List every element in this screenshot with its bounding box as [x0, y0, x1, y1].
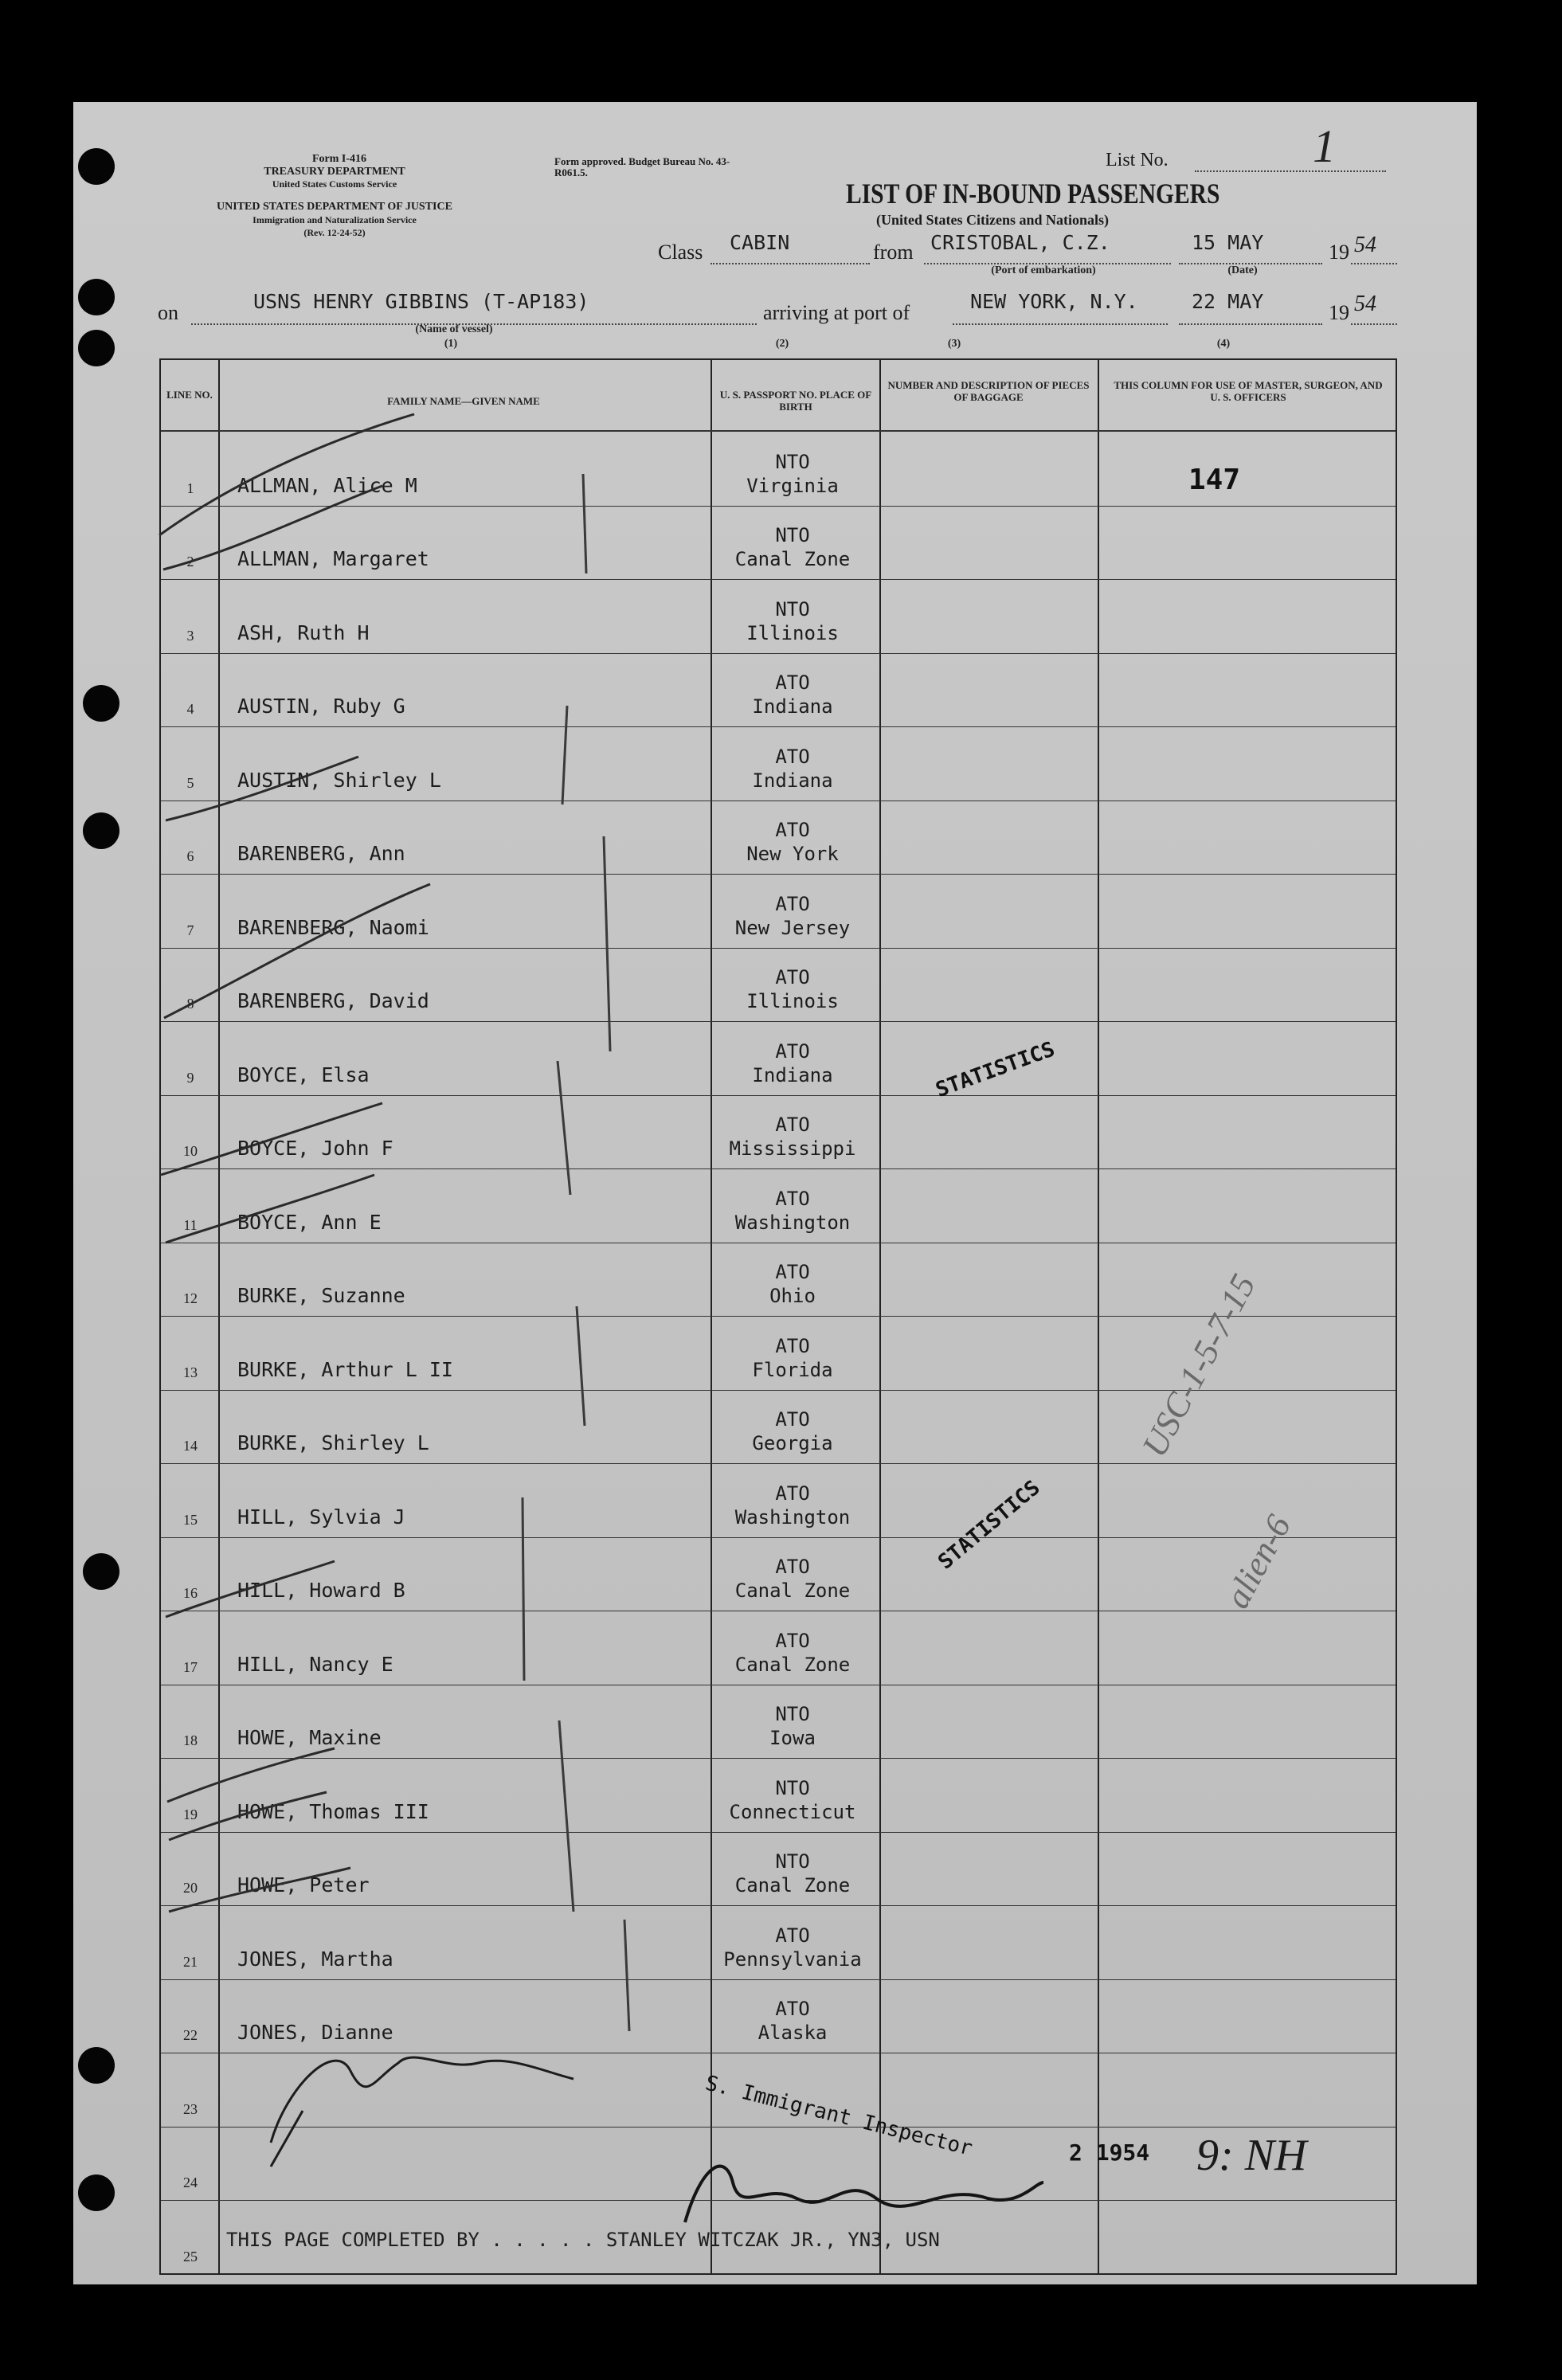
col-ref-4: (4) — [1216, 338, 1231, 350]
passenger-name: JONES, Dianne — [237, 2021, 393, 2044]
place-of-birth: Illinois — [746, 621, 839, 644]
line-number: 20 — [183, 1880, 198, 1896]
place-of-birth: Washington — [734, 1505, 851, 1529]
class-label: Class — [658, 241, 703, 264]
line-number: 4 — [186, 701, 194, 717]
line-number: 25 — [183, 2248, 198, 2265]
line-number: 12 — [183, 1290, 198, 1306]
passenger-name: HILL, Howard B — [237, 1579, 405, 1602]
place-of-birth: Canal Zone — [734, 1874, 851, 1897]
passenger-name: BURKE, Arthur L II — [237, 1357, 453, 1381]
header-passport: U. S. PASSPORT NO. PLACE OF BIRTH — [719, 389, 872, 413]
binder-hole — [83, 685, 119, 722]
passport-code: ATO — [775, 1187, 810, 1210]
list-no-label: List No. — [1106, 150, 1169, 170]
line-number: 18 — [183, 1732, 198, 1748]
line-number: 13 — [183, 1364, 198, 1380]
passenger-name: BARENBERG, Ann — [237, 842, 405, 865]
binder-hole — [83, 812, 119, 849]
passport-code: ATO — [775, 1998, 810, 2020]
arrival-port: NEW YORK, N.Y. — [970, 290, 1138, 313]
arrival-date: 22 MAY — [1192, 290, 1264, 313]
passenger-name: HILL, Sylvia J — [237, 1505, 405, 1529]
col-ref-3: (3) — [947, 338, 961, 350]
col-ref-1: (1) — [444, 338, 458, 350]
place-of-birth: Ohio — [769, 1285, 816, 1307]
passenger-name: HILL, Nancy E — [237, 1652, 393, 1676]
line-number: 9 — [186, 1069, 194, 1086]
line-number: 3 — [186, 627, 194, 644]
line-number: 15 — [183, 1511, 198, 1528]
place-of-birth: Pennsylvania — [723, 1947, 862, 1971]
on-label: on — [158, 301, 178, 324]
stamp-date: 2 1954 — [1069, 2139, 1150, 2166]
passenger-name: ALLMAN, Margaret — [237, 547, 429, 570]
ins-service: Immigration and Naturalization Service — [253, 214, 417, 225]
header-name: FAMILY NAME—GIVEN NAME — [387, 395, 540, 407]
passenger-name: BOYCE, Elsa — [237, 1063, 370, 1086]
treasury-dept: TREASURY DEPARTMENT — [264, 166, 405, 178]
vessel-caption: (Name of vessel) — [415, 323, 493, 335]
passenger-name: HOWE, Thomas III — [237, 1799, 429, 1823]
embark-year: 54 — [1354, 233, 1376, 257]
line-number: 6 — [186, 848, 194, 864]
margin-note-usc: USC-1-5-7-15 — [1134, 1267, 1263, 1464]
place-of-birth: Indiana — [752, 1063, 833, 1086]
header-line-no: LINE NO. — [166, 389, 213, 401]
statistics-stamp: STATISTICS — [932, 1037, 1059, 1103]
year-prefix-2: 19 — [1329, 301, 1349, 324]
line-number: 16 — [183, 1585, 198, 1601]
header-officers: THIS COLUMN FOR USE OF MASTER, SURGEON, AND U. S. OFFICERS — [1114, 379, 1383, 403]
place-of-birth: Indiana — [752, 769, 833, 792]
line-number: 19 — [183, 1806, 198, 1822]
binder-hole — [78, 279, 115, 315]
passport-code: ATO — [775, 892, 810, 915]
year-prefix: 19 — [1329, 241, 1349, 264]
passenger-name: BOYCE, Ann E — [237, 1210, 382, 1234]
place-of-birth: Connecticut — [729, 1800, 856, 1823]
passenger-name: ALLMAN, Alice M — [237, 473, 417, 497]
place-of-birth: Canal Zone — [734, 1579, 851, 1602]
passenger-name: BOYCE, John F — [237, 1137, 393, 1160]
place-of-birth: Georgia — [752, 1432, 833, 1454]
binder-hole — [78, 2174, 115, 2211]
place-of-birth: Mississippi — [729, 1137, 856, 1160]
passenger-name: AUSTIN, Shirley L — [237, 768, 441, 792]
place-of-birth: Virginia — [746, 474, 839, 497]
passport-code: ATO — [775, 1039, 810, 1063]
line-number: 7 — [186, 922, 194, 938]
passenger-name: HOWE, Maxine — [237, 1726, 382, 1749]
binder-hole — [78, 2047, 115, 2084]
passport-code: ATO — [775, 1334, 810, 1357]
form-number: Form I-416 — [311, 153, 367, 165]
passenger-name: ASH, Ruth H — [237, 620, 370, 644]
place-of-birth: New York — [746, 843, 839, 865]
date-caption: (Date) — [1227, 264, 1258, 276]
place-of-birth: Canal Zone — [734, 548, 851, 570]
list-no-value: 1 — [1313, 120, 1336, 172]
passenger-name: BARENBERG, Naomi — [237, 915, 429, 939]
form-subtitle: (United States Citizens and Nationals) — [876, 212, 1110, 228]
header-baggage: NUMBER AND DESCRIPTION OF PIECES OF BAGGAGE — [887, 379, 1090, 403]
form-approval: Form approved. Budget Bureau No. 43-R061.5. — [554, 155, 730, 178]
passport-code: ATO — [775, 1924, 810, 1947]
binder-hole — [78, 330, 115, 366]
line-number: 21 — [183, 1953, 198, 1970]
passport-code: ATO — [775, 1482, 810, 1505]
passport-code: NTO — [775, 597, 810, 620]
place-of-birth: Florida — [752, 1358, 833, 1381]
port-embarkation: CRISTOBAL, C.Z. — [930, 231, 1110, 254]
line-number: 22 — [183, 2027, 198, 2043]
passport-code: ATO — [775, 1556, 810, 1578]
binder-hole — [83, 1553, 119, 1590]
line-number: 14 — [183, 1438, 198, 1454]
form-title: LIST OF IN-BOUND PASSENGERS — [846, 178, 1220, 209]
passport-code: ATO — [775, 819, 810, 841]
line-number: 11 — [183, 1216, 198, 1233]
customs-service: United States Customs Service — [272, 178, 397, 190]
inspector-code: 9: NH — [1196, 2131, 1307, 2180]
passport-code: ATO — [775, 966, 810, 988]
embark-date: 15 MAY — [1192, 231, 1264, 254]
line-number: 8 — [186, 996, 194, 1012]
line-number: 23 — [183, 2100, 198, 2117]
place-of-birth: Washington — [734, 1211, 851, 1234]
passenger-name: BURKE, Suzanne — [237, 1284, 405, 1307]
statistics-stamp: STATISTICS — [934, 1475, 1045, 1575]
place-of-birth: Illinois — [746, 990, 839, 1012]
class-value: CABIN — [730, 231, 790, 254]
place-of-birth: New Jersey — [734, 916, 851, 939]
arrival-year: 54 — [1354, 292, 1376, 316]
arriving-label: arriving at port of — [763, 301, 910, 324]
passport-code: NTO — [775, 524, 810, 546]
line-number: 1 — [186, 480, 194, 496]
passenger-name: BARENBERG, David — [237, 989, 429, 1012]
port-embarkation-caption: (Port of embarkation) — [991, 264, 1096, 276]
margin-note-alien: alien-6 — [1217, 1508, 1299, 1615]
vessel-name: USNS HENRY GIBBINS (T-AP183) — [253, 290, 589, 313]
passport-code: ATO — [775, 745, 810, 768]
justice-dept: UNITED STATES DEPARTMENT OF JUSTICE — [217, 201, 452, 213]
place-of-birth: Alaska — [758, 2022, 828, 2044]
place-of-birth: Indiana — [752, 695, 833, 718]
line-number: 2 — [186, 554, 194, 570]
passport-code: ATO — [775, 1629, 810, 1652]
col-ref-2: (2) — [775, 338, 789, 350]
passenger-name: BURKE, Shirley L — [237, 1431, 429, 1454]
passport-code: ATO — [775, 1114, 810, 1136]
line-number: 5 — [186, 774, 194, 791]
binder-hole — [78, 148, 115, 185]
officer-count: 147 — [1188, 464, 1241, 496]
inspector-stamp: S. Immigrant Inspector — [703, 2071, 975, 2161]
passport-code: NTO — [775, 1850, 810, 1873]
passport-code: ATO — [775, 1261, 810, 1283]
passport-code: ATO — [775, 671, 810, 694]
passport-code: NTO — [775, 1703, 810, 1725]
passport-code: NTO — [775, 1776, 810, 1799]
line-number: 24 — [183, 2174, 198, 2190]
place-of-birth: Canal Zone — [734, 1653, 851, 1676]
passenger-name: JONES, Martha — [237, 1947, 393, 1971]
line-number: 10 — [183, 1143, 198, 1159]
passenger-name: HOWE, Peter — [237, 1873, 370, 1897]
passport-code: NTO — [775, 450, 810, 473]
passenger-name: AUSTIN, Ruby G — [237, 695, 405, 718]
completed-by: THIS PAGE COMPLETED BY . . . . . STANLEY WITCZAK JR., YN3, USN — [226, 2229, 940, 2251]
from-label: from — [873, 241, 914, 264]
passport-code: ATO — [775, 1408, 810, 1431]
revision-date: (Rev. 12-24-52) — [303, 227, 366, 238]
line-number: 17 — [183, 1658, 198, 1675]
place-of-birth: Iowa — [769, 1727, 816, 1749]
